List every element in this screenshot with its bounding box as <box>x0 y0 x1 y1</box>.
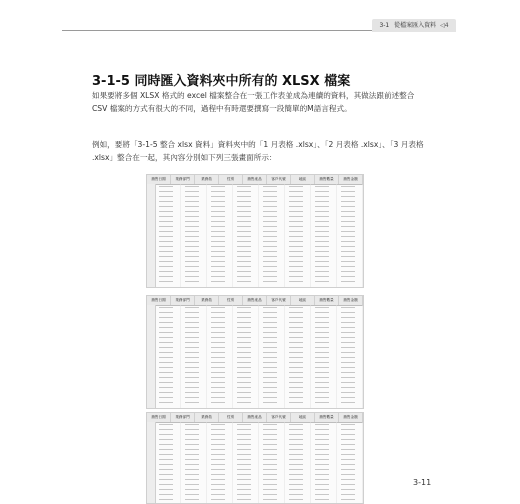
spreadsheet-screenshot-february <box>146 295 364 409</box>
sheet-header-cell: 業務部門 <box>171 296 195 305</box>
sheet-header-cell: 地區 <box>291 413 315 422</box>
sheet-header-cell: 銷售日期 <box>147 413 171 422</box>
running-header <box>372 19 456 32</box>
header-arrow-icon: ◁4 <box>440 22 449 29</box>
sheet-header-cell: 銷售數量 <box>315 175 339 184</box>
spreadsheet-screenshot-march <box>146 412 364 504</box>
sheet-data-rows <box>159 186 357 285</box>
sheet-header-cell: 業務員 <box>195 296 219 305</box>
sheet-header-cell: 銷售產品 <box>243 175 267 184</box>
sheet-header-cell: 客戶代號 <box>267 413 291 422</box>
sheet-header-cell: 性別 <box>219 413 243 422</box>
sheet-header-cell: 客戶代號 <box>267 175 291 184</box>
sheet-header-cell: 性別 <box>219 175 243 184</box>
sheet-header-cell: 銷售產品 <box>243 296 267 305</box>
sheet-header-cell: 客戶代號 <box>267 296 291 305</box>
section-title: 3-1-5 同時匯入資料夾中所有的 XLSX 檔案 <box>92 74 351 89</box>
sheet-header-cell: 銷售日期 <box>147 175 171 184</box>
sheet-header-cell: 業務員 <box>195 413 219 422</box>
sheet-header-cell: 銷售金額 <box>339 296 363 305</box>
sheet-header-cell: 銷售數量 <box>315 413 339 422</box>
sheet-header-cell: 銷售數量 <box>315 296 339 305</box>
page-number: 3-11 <box>413 478 432 487</box>
sheet-header-cell: 業務員 <box>195 175 219 184</box>
sheet-header-cell: 銷售金額 <box>339 175 363 184</box>
paragraph-2: 例如，要將「3-1-5 整合 xlsx 資料」資料夾中的「1 月表格 .xlsx」、「2 月表格 .xlsx」、「3 月表格 .xlsx」整合在一起，其內容分別如下列三張畫面所示： <box>92 140 424 162</box>
sheet-data-rows <box>159 424 357 501</box>
sheet-header-cell: 業務部門 <box>171 413 195 422</box>
header-section-number: 3-1 <box>379 22 390 29</box>
sheet-header-cell: 銷售產品 <box>243 413 267 422</box>
sheet-header-cell: 地區 <box>291 175 315 184</box>
sheet-header-cell: 銷售日期 <box>147 296 171 305</box>
sheet-header-cell: 地區 <box>291 296 315 305</box>
header-section-title: 從檔案匯入資料 <box>394 22 437 29</box>
sheet-header-cell: 業務部門 <box>171 175 195 184</box>
paragraph-1: 如果要將多個 XLSX 格式的 excel 檔案整合在一張工作表並成為連續的資料，其做法跟前述整合 CSV 檔案的方式有很大的不同，過程中有時還要撰寫一段簡單的M語言程式。 <box>92 91 415 113</box>
spreadsheet-screenshot-january <box>146 174 364 288</box>
sheet-header-cell: 性別 <box>219 296 243 305</box>
sheet-data-rows <box>159 307 357 406</box>
sheet-header-cell: 銷售金額 <box>339 413 363 422</box>
